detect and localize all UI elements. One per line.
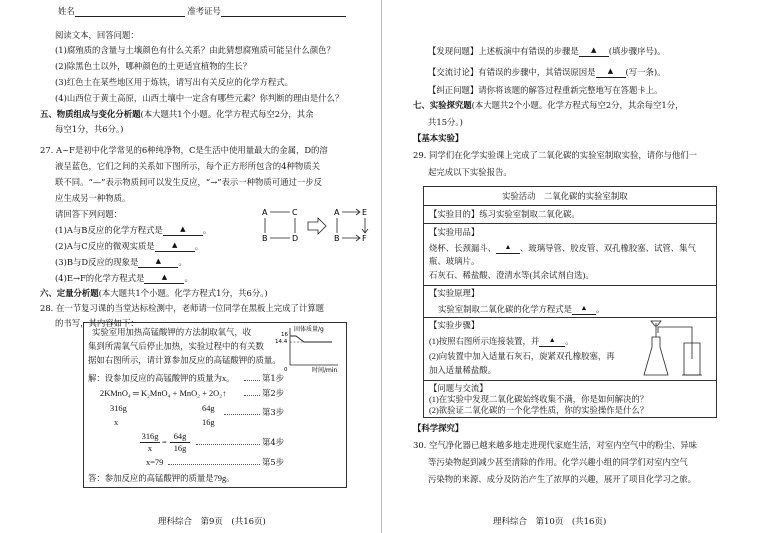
node-b2: B [334, 234, 340, 243]
correct-problem: 【纠正问题】请你将该题的解答过程重新完整地写在答题卡上。 [428, 85, 663, 95]
calc-equation: 2KMnO₄ ═ K₂MnO₄ + MnO₂ + 2O₂↑ [100, 389, 227, 398]
name-field[interactable] [75, 16, 185, 17]
calc-316g: 316g [110, 404, 127, 413]
section-5-heading: 五、物质组成与变化分析题(本大题共1个小题。化学方程式每空2分，其余 [40, 109, 314, 119]
calc-problem-3: 据如右图所示，请计算参加反应的高锰酸钾的质量。 [88, 356, 281, 365]
step-4-label: 第4步 [262, 437, 285, 447]
q27-sub-3: (3)B与D反应的现象是 ▲ 。 [55, 257, 187, 267]
exam-id-label: 准考证号 [187, 6, 221, 16]
calc-result: x=79 [146, 458, 164, 467]
step-3-label: 第3步 [262, 407, 285, 417]
q28-line-2: 的书写，其内容如下： [55, 318, 139, 328]
left-page [0, 0, 382, 533]
report-title: 实验活动 二氧化碳的实验室制取 [502, 192, 628, 201]
science-inquiry-heading: 【科学探究】 [413, 423, 464, 433]
answer-blank[interactable]: ▲ [163, 224, 203, 236]
page-footer-left: 理科综合 第9页 (共16页) [158, 517, 266, 527]
section-7-note: 共15分。) [428, 117, 463, 127]
page-footer-right: 理科综合 第10页 (共16页) [493, 517, 607, 527]
question-3: (3)红色土在某些地区用于炼铁，请写出有关反应的化学方程式。 [55, 77, 293, 87]
calculation-board [83, 322, 347, 488]
answer-blank[interactable]: ▲ [596, 66, 626, 78]
report-goal: 【实验目的】练习实验室制取二氧化碳。 [429, 210, 580, 219]
q28-line-1: 28. 在一节复习课的当堂达标检测中，老师请一位同学在黑板上完成了计算题 [40, 303, 324, 313]
section-6-heading: 六、定量分析题(本大题共1个小题。化学方程式1分，共6分。) [40, 288, 268, 298]
discussion: 【交流讨论】有错误的步骤中，其错误原因是 ▲ (写一条)。 [428, 67, 666, 77]
report-items-heading: 【实验用品】 [429, 228, 480, 237]
flask-icon [644, 337, 668, 375]
q27-sub-1: (1)A与B反应的化学方程式是 ▲ 。 [55, 225, 212, 235]
equals-sign: = [162, 438, 167, 447]
q30-line-2: 等污染物起到减少甚至清除的作用。化学兴趣小组的同学们对室内空气 [428, 457, 688, 467]
report-principle: 实验室制取二氧化碳的化学方程式是 ▲ 。 [438, 304, 605, 314]
calc-problem-2: 集到所需氧气后停止加热，实验过程中的有关数 [88, 342, 264, 351]
intro: 阅读文本，回答问题： [55, 30, 139, 40]
question-2: (2)除黑色土以外，哪种颜色的土更适宜植物的生长？ [55, 61, 252, 71]
report-steps-heading: 【实验步骤】 [429, 321, 480, 330]
right-page [383, 0, 765, 533]
relation-diagram [258, 206, 368, 246]
report-items-2: 瓶、玻璃片。 [429, 257, 480, 266]
q27-sub-2: (2)A与C反应的微观实质是 ▲ 。 [55, 241, 204, 251]
name-label: 姓名 [58, 6, 75, 16]
mass-time-graph [275, 325, 340, 374]
report-exchange-2: (2)欲验证二氧化碳的一个化学性质，你的实验操作是什么？ [429, 406, 649, 415]
graph-tick-16: 16 [281, 332, 288, 338]
graph-curve [290, 336, 332, 342]
report-step-1: (1)按照右图所示连接装置，并 ▲ 。 [429, 336, 574, 346]
exam-id-field[interactable] [221, 16, 346, 17]
node-a: A [262, 208, 268, 217]
report-items-3: 石灰石、稀盐酸、澄清水等(其余试剂自选)。 [429, 271, 594, 280]
answer-blank[interactable]: ▲ [144, 272, 184, 284]
step-1-label: 第1步 [262, 373, 285, 383]
report-principle-heading: 【实验原理】 [429, 289, 480, 298]
calc-solution: 解：设参加反应的高锰酸钾的质量为x。 [88, 374, 235, 383]
experiment-report [423, 186, 717, 418]
apparatus-diagram [636, 319, 706, 377]
node-b: B [262, 234, 268, 243]
answer-blank[interactable]: ▲ [496, 242, 520, 254]
q27-sub-4: (4)E→F的化学方程式是 ▲ 。 [55, 273, 193, 283]
report-exchange-1: (1)在实验中发现二氧化碳始终收集不满，你是如何解决的？ [429, 395, 649, 404]
calc-x: x [114, 418, 119, 427]
q27-line-3: 联不同。“—”表示物质间可以发生反应，“→”表示一种物质可通过一步反 [55, 177, 323, 187]
node-a2: A [334, 208, 340, 217]
question-4: (4)山西位于黄土高原，山西土壤中一定含有哪些元素？你判断的理由是什么？ [55, 93, 344, 103]
header-fields [58, 6, 346, 17]
q29-line-2: 起完成以下实验报告。 [428, 167, 512, 177]
report-exchange-heading: 【问题与交流】 [429, 384, 488, 393]
node-e: E [362, 208, 368, 217]
q29-line-1: 29. 同学们在化学实验课上完成了二氧化碳的实验室制取实验，请你与他们一 [413, 150, 697, 160]
find-problem: 【发现问题】上述板演中有错误的步骤是 ▲ (填步骤序号)。 [428, 46, 666, 56]
graph-y-label: 固体质量/g [294, 326, 324, 333]
step-2-label: 第2步 [262, 388, 285, 398]
node-d: D [292, 234, 299, 243]
answer-blank[interactable]: ▲ [539, 335, 565, 347]
transform-arrow-icon [308, 218, 326, 234]
q30-line-3: 污染物的来源、成分及防治产生了浓厚的兴趣，展开了项目化学习之旅。 [428, 474, 696, 484]
graph-x-label: 时间/min [312, 367, 338, 374]
calc-16g: 16g [202, 418, 215, 427]
answer-blank[interactable]: ▲ [138, 256, 178, 268]
fraction-left: 316g x [141, 432, 159, 453]
answer-blank[interactable]: ▲ [579, 45, 609, 57]
calc-problem-1: 实验室用加热高锰酸钾的方法制取氧气，收 [92, 328, 252, 337]
page-gutter [381, 0, 382, 533]
q27-line-4: 应生成另一种物质。 [55, 193, 131, 203]
report-step-2: (2)向装置中加入适量石灰石，旋紧双孔橡胶塞，再 [429, 352, 615, 361]
node-c: C [292, 208, 298, 217]
step-5-label: 第5步 [262, 457, 285, 467]
calc-64g: 64g [202, 404, 215, 413]
node-f: F [362, 234, 367, 243]
basic-experiment-heading: 【基本实验】 [413, 133, 464, 143]
section-7-heading: 七、实验探究题(本大题共2个小题。化学方程式每空2分，其余每空1分， [413, 100, 684, 110]
question-1: (1)腐殖质的含量与土壤颜色有什么关系？由此猜想腐殖质可能呈什么颜色？ [55, 45, 335, 55]
graph-tick-144: 14.4 [275, 339, 288, 345]
calc-answer: 答：参加反应的高锰酸钾的质量是79g。 [88, 474, 235, 483]
fraction-right: 64g 16g [170, 431, 190, 454]
q27-line-1: 27. A~F是初中化学常见的6种纯净物，C是生活中使用量最大的金属，D的溶 [40, 145, 328, 155]
q27-ask: 请回答下列问题： [55, 209, 122, 219]
report-step-2b: 加入适量稀盐酸。 [429, 366, 496, 375]
answer-blank[interactable]: ▲ [572, 303, 596, 315]
q30-line-1: 30. 空气净化器已越来越多地走进现代家庭生活，对室内空气中的粉尘、异味 [413, 440, 697, 450]
graph-origin: 0 [284, 367, 288, 373]
answer-blank[interactable]: ▲ [155, 240, 195, 252]
report-items-1: 烧杯、长颈漏斗、 ▲ 、玻璃导管、胶皮管、双孔橡胶塞、试管、集气 [429, 243, 696, 253]
section-5-note: 每空1分，共6分。) [55, 124, 124, 134]
q27-line-2: 液呈蓝色，它们之间的关系如下图所示，每个正方形所包含的4种物质关 [55, 161, 320, 171]
